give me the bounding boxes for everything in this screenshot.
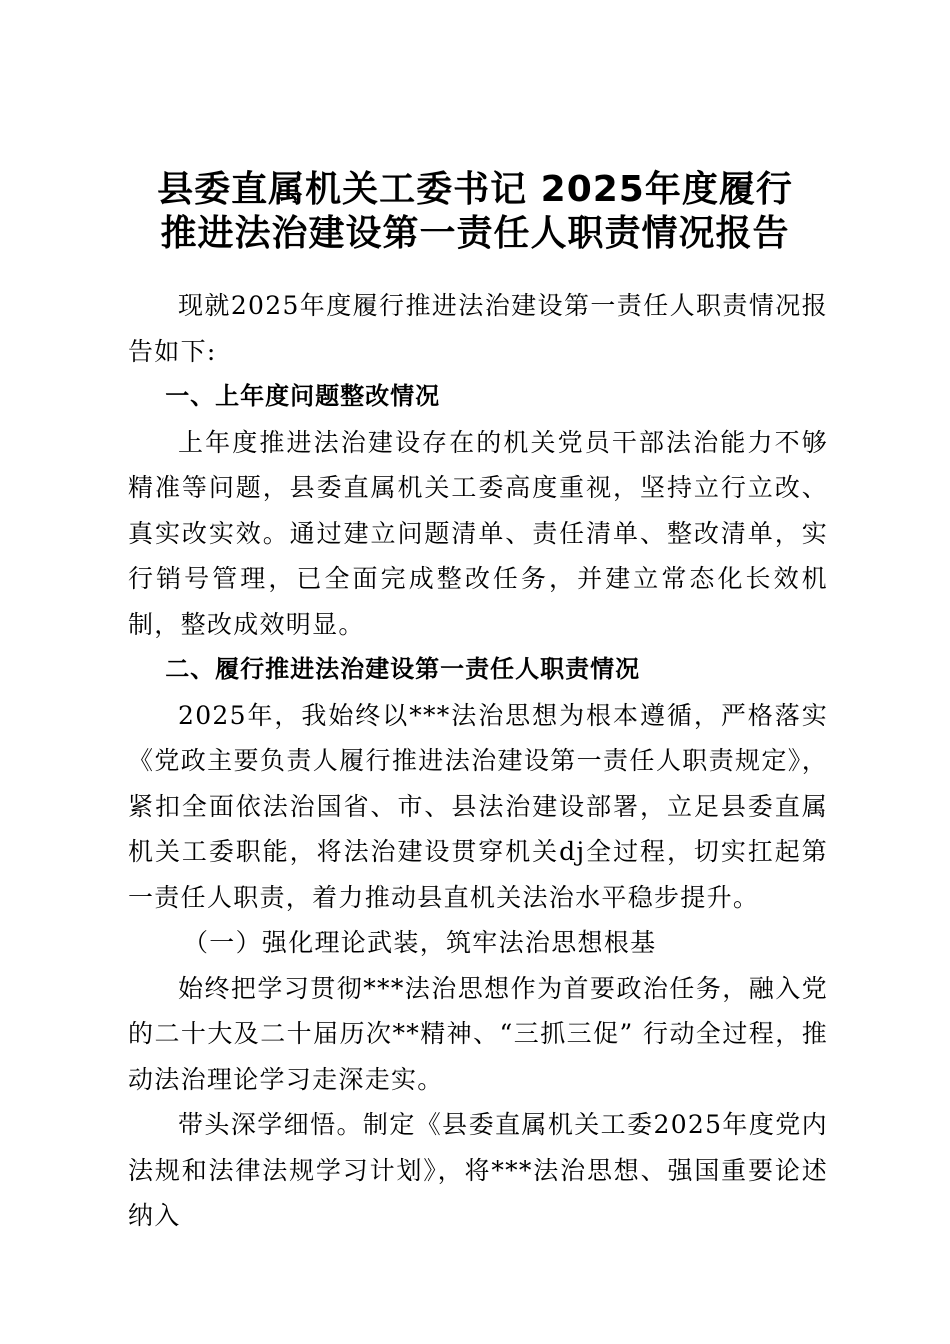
section-1-paragraph: 上年度推进法治建设存在的机关党员干部法治能力不够精准等问题，县委直属机关工委高度重视，坚持立行立改、真实改实效。通过建立问题清单、责任清单、整改清单，实行销号管理，已全面完成整改任务，并建立常态化长效机制，整改成效明显。 bbox=[128, 427, 828, 639]
document-body bbox=[128, 283, 828, 1239]
section-1-heading: 一、上年度问题整改情况 bbox=[165, 382, 441, 410]
subsection-1-heading: （一）强化理论武装，筑牢法治思想根基 bbox=[183, 928, 657, 957]
subsection-1-paragraph-2: 带头深学细悟。制定《县委直属机关工委2025年度党内法规和法律法规学习计划》，将***法治思想、强国重要论述纳入 bbox=[128, 1110, 828, 1230]
document-title-line-1: 县委直属机关工委书记 2025年度履行 bbox=[157, 169, 793, 210]
section-2-paragraph: 2025年，我始终以***法治思想为根本遵循，严格落实《党政主要负责人履行推进法治建设第一责任人职责规定》，紧扣全面依法治国省、市、县法治建设部署，立足县委直属机关工委职能，将法治建设贯穿机关dj全过程，切实扛起第一责任人职责，着力推动县直机关法治水平稳步提升。 bbox=[128, 700, 828, 912]
intro-paragraph: 现就2025年度履行推进法治建设第一责任人职责情况报告如下: bbox=[128, 291, 828, 366]
document-title-line-2: 推进法治建设第一责任人职责情况报告 bbox=[160, 213, 790, 254]
subsection-1-paragraph-1: 始终把学习贯彻***法治思想作为首要政治任务，融入党的二十大及二十届历次**精神、“三抓三促” 行动全过程，推动法治理论学习走深走实。 bbox=[128, 973, 828, 1094]
section-2-heading: 二、履行推进法治建设第一责任人职责情况 bbox=[165, 655, 641, 683]
